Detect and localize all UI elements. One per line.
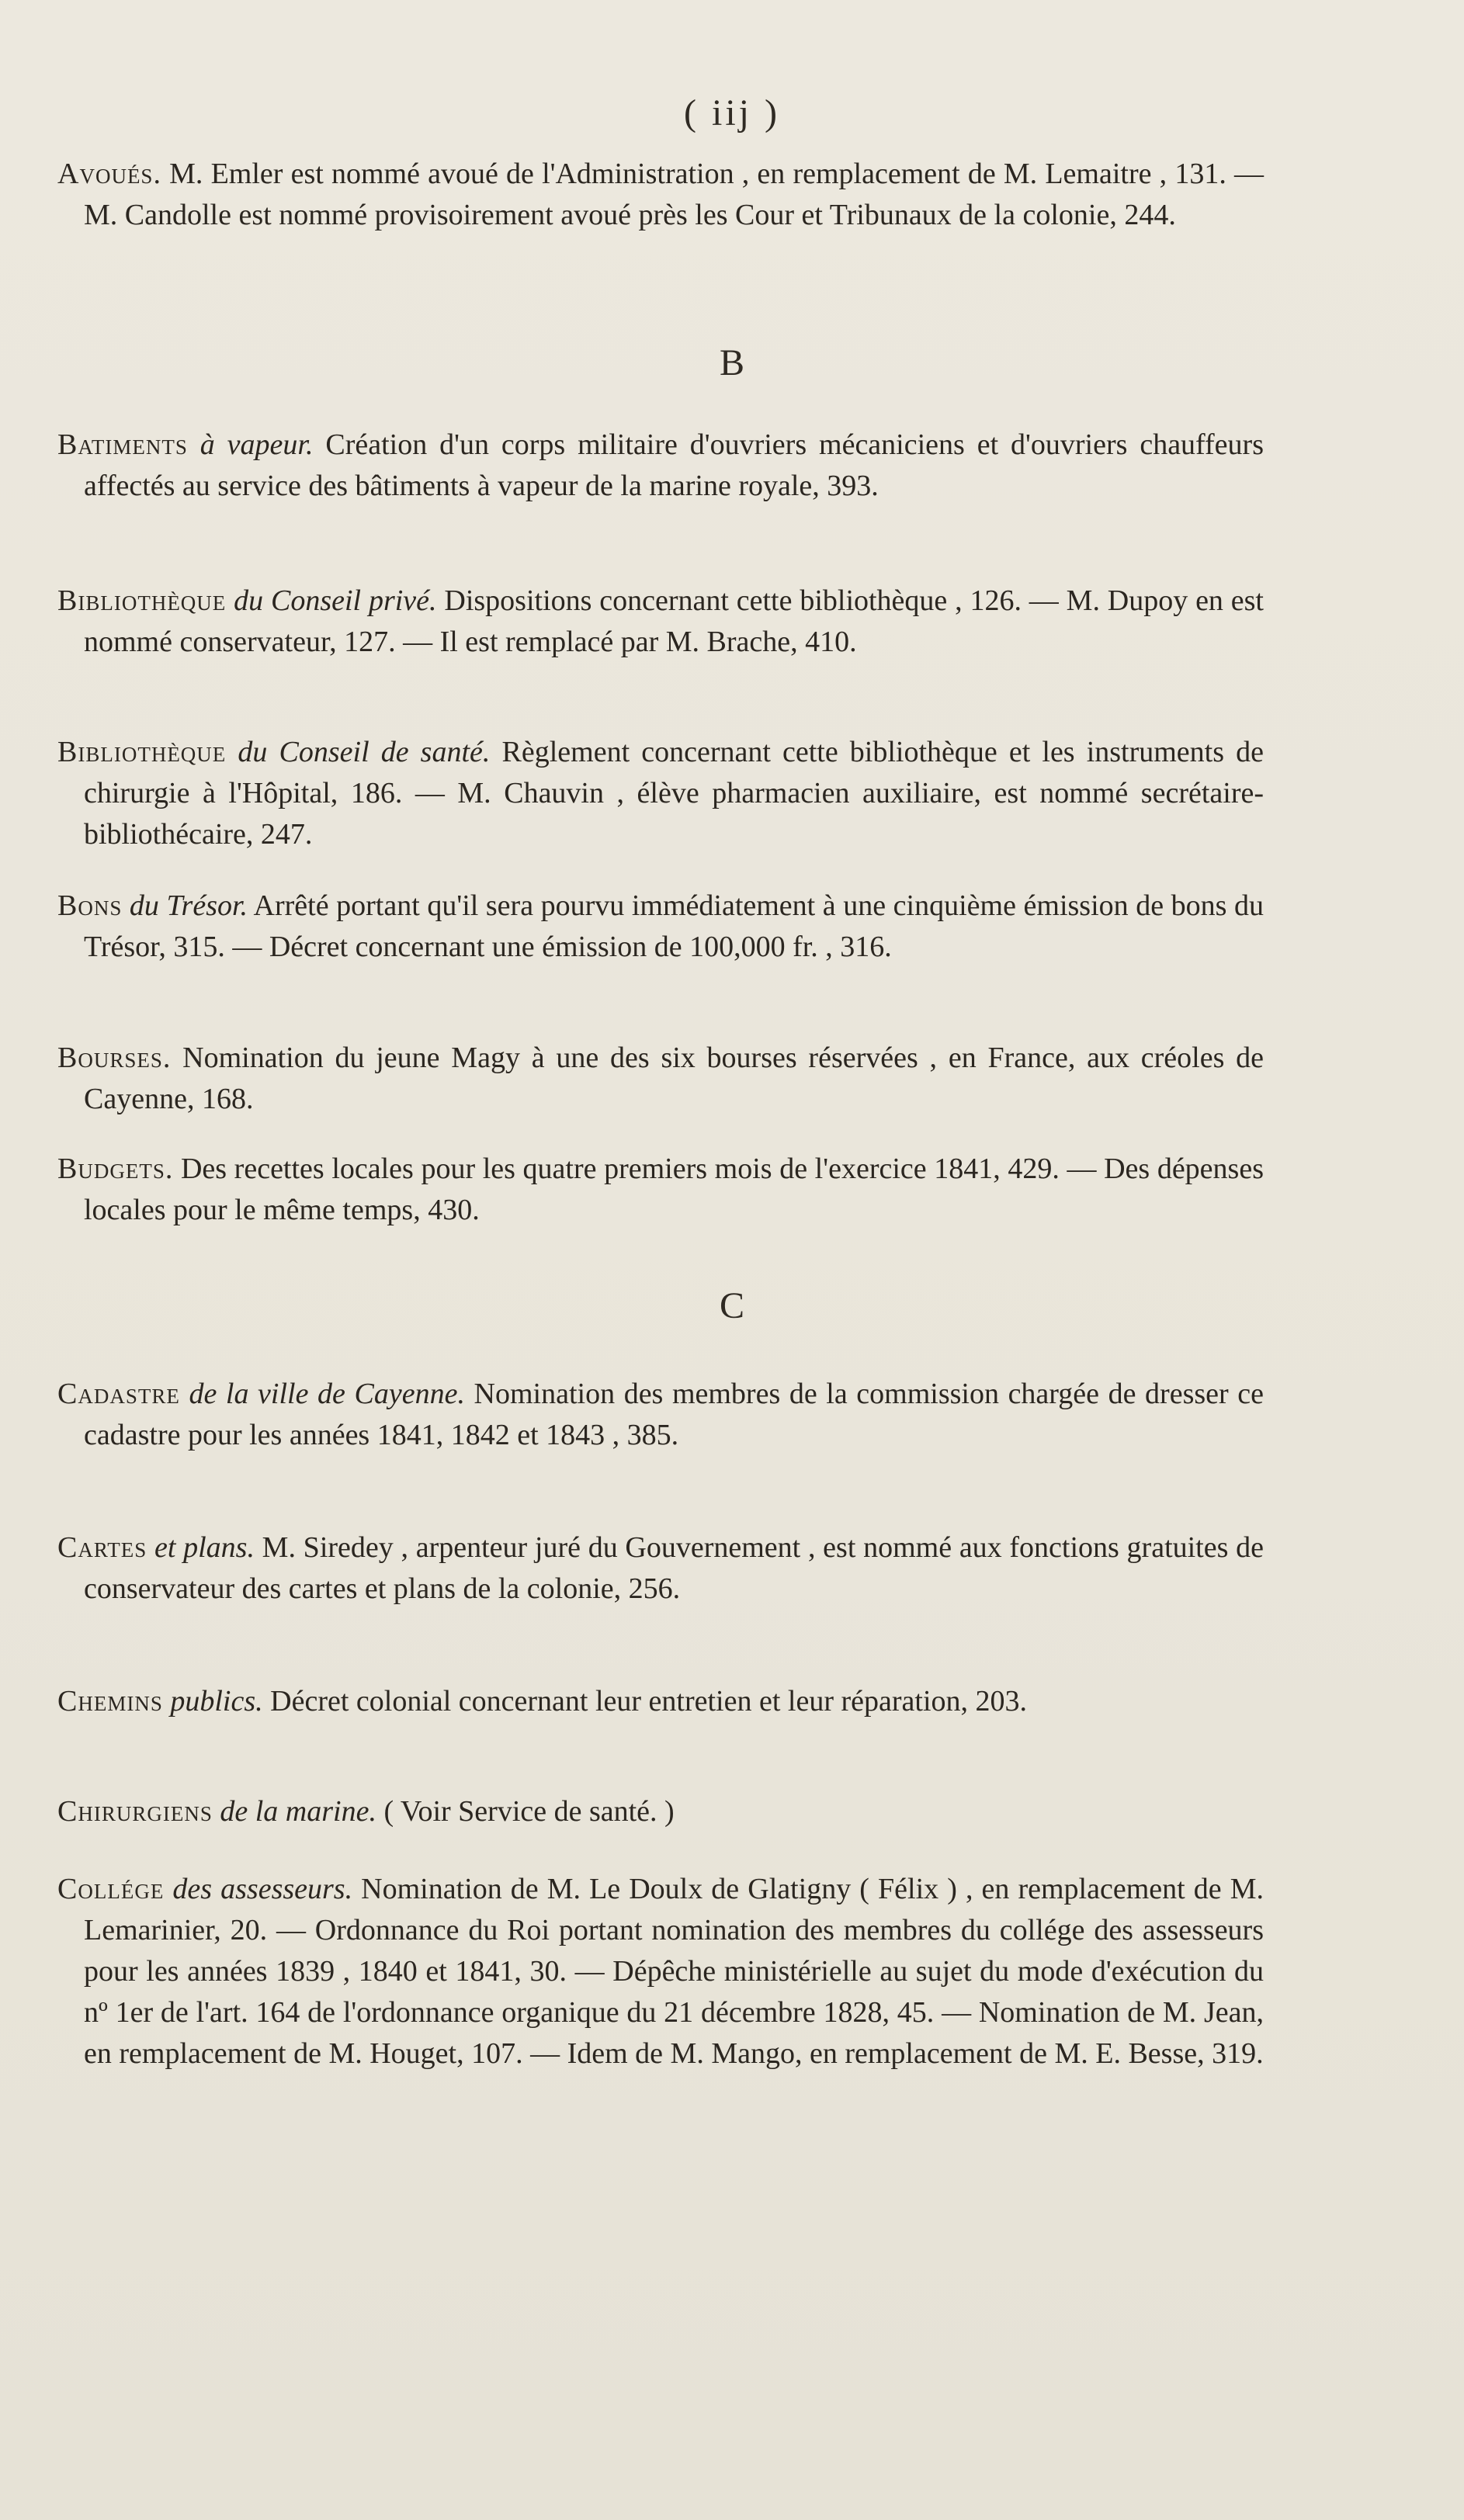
entry-heading: Cadastre bbox=[57, 1378, 180, 1410]
entry-subheading: et plans. bbox=[147, 1531, 255, 1564]
entry-subheading: des assesseurs. bbox=[164, 1873, 353, 1905]
entry-subheading: du Conseil de santé. bbox=[226, 736, 491, 768]
index-entry-budgets bbox=[57, 1149, 1264, 1231]
index-entry-bons-tresor bbox=[57, 886, 1264, 968]
entry-heading: Batiments bbox=[57, 428, 188, 461]
entry-heading: Bibliothèque bbox=[57, 584, 227, 617]
section-letter-b: B bbox=[719, 342, 744, 383]
entry-heading: Bourses. bbox=[57, 1042, 172, 1074]
section-letter-c: C bbox=[719, 1285, 744, 1326]
entry-subheading: à vapeur. bbox=[187, 428, 314, 461]
index-entry-cartes-plans bbox=[57, 1527, 1264, 1610]
index-entry-college-assesseurs bbox=[57, 1869, 1264, 2075]
entry-heading: Cartes bbox=[57, 1531, 147, 1564]
entry-heading: Budgets. bbox=[57, 1153, 174, 1185]
entry-subheading: de la ville de Cayenne. bbox=[179, 1378, 465, 1410]
entry-text: Décret colonial concernant leur entretien et leur réparation, 203. bbox=[262, 1685, 1028, 1718]
index-entry-chirurgiens bbox=[57, 1791, 1264, 1832]
entry-subheading: publics. bbox=[162, 1685, 263, 1718]
index-entry-bibliotheque-conseil-sante bbox=[57, 732, 1264, 855]
index-entry-batiments bbox=[57, 425, 1264, 507]
entry-text: Nomination de M. Le Doulx de Glatigny ( Félix ) , en remplacement de M. Lemarinier, 20. — Ordonnance du Roi portant nomination des membres du collége des assesseurs pour les années 1839 , 1840 et 1841, 30. — Dépêche ministérielle au sujet du mode d'exécution du nº 1er de l'art. 164 de l'ordonnance organique du 21 décembre 1828, 45. — Nomination de M. Jean, en remplacement de M. Houget, 107. — Idem de M. Mango, en remplacement de M. E. Besse, 319. bbox=[84, 1873, 1264, 2070]
entry-heading: Chirurgiens bbox=[57, 1795, 213, 1828]
page-number: ( iij ) bbox=[684, 92, 780, 133]
index-entry-chemins-publics bbox=[57, 1681, 1264, 1722]
index-entry-avoues bbox=[57, 154, 1264, 236]
entry-text: M. Emler est nommé avoué de l'Administration , en remplacement de M. Lemaitre , 131. — M. Candolle est nommé provisoirement avoué près les Cour et Tribunaux de la colonie, 244. bbox=[84, 158, 1264, 231]
entry-subheading: de la marine. bbox=[212, 1795, 376, 1828]
entry-text: M. Siredey , arpenteur juré du Gouvernement , est nommé aux fonctions gratuites de conservateur des cartes et plans de la colonie, 256. bbox=[84, 1531, 1264, 1605]
entry-heading: Avoués. bbox=[57, 158, 161, 190]
entry-text: Nomination des membres de la commission chargée de dresser ce cadastre pour les années 1841, 1842 et 1843 , 385. bbox=[84, 1378, 1264, 1451]
entry-subheading: du Conseil privé. bbox=[226, 584, 437, 617]
index-entry-bourses bbox=[57, 1038, 1264, 1120]
entry-text: Arrêté portant qu'il sera pourvu immédiatement à une cinquième émission de bons du Trésor, 315. — Décret concernant une émission de 100,000 fr. , 316. bbox=[84, 889, 1264, 963]
entry-text: Règlement concernant cette bibliothèque et les instruments de chirurgie à l'Hôpital, 186. — M. Chauvin , élève pharmacien auxiliaire, est nommé secrétaire-bibliothécaire, 247. bbox=[84, 736, 1264, 851]
entry-text: Dispositions concernant cette bibliothèque , 126. — M. Dupoy en est nommé conservateur, 127. — Il est remplacé par M. Brache, 410. bbox=[84, 584, 1264, 658]
entry-heading: Collége bbox=[57, 1873, 165, 1905]
entry-heading: Bons bbox=[57, 889, 123, 922]
entry-heading: Chemins bbox=[57, 1685, 163, 1718]
entry-text: Des recettes locales pour les quatre premiers mois de l'exercice 1841, 429. — Des dépenses locales pour le même temps, 430. bbox=[84, 1153, 1264, 1226]
entry-text: ( Voir Service de santé. ) bbox=[376, 1795, 675, 1828]
entry-subheading: du Trésor. bbox=[122, 889, 248, 922]
entry-text: Nomination du jeune Magy à une des six bourses réservées , en France, aux créoles de Cayenne, 168. bbox=[84, 1042, 1264, 1115]
index-entry-bibliotheque-conseil-prive bbox=[57, 581, 1264, 663]
entry-heading: Bibliothèque bbox=[57, 736, 227, 768]
index-entry-cadastre bbox=[57, 1374, 1264, 1456]
entry-text: Création d'un corps militaire d'ouvriers mécaniciens et d'ouvriers chauffeurs affectés au service des bâtiments à vapeur de la marine royale, 393. bbox=[84, 428, 1264, 502]
